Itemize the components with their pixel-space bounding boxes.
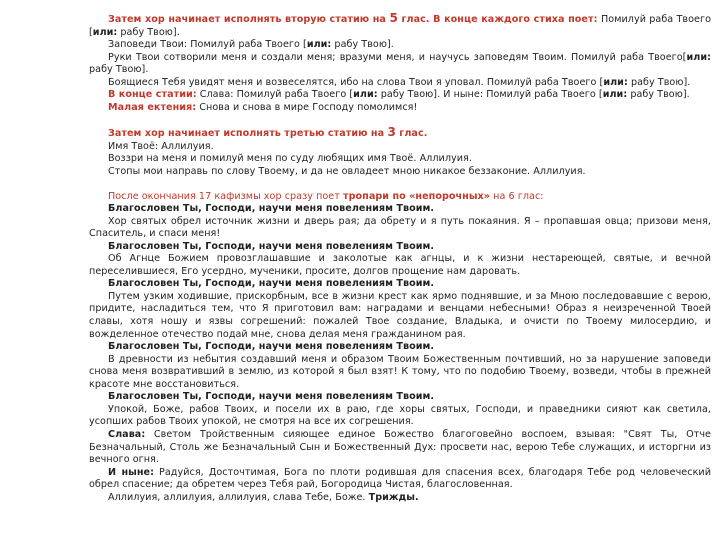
verse-name: Имя Твоё: Аллилуия. xyxy=(108,140,214,152)
refrain: Благословен Ты, Господи, научи меня повелениям Твоим. xyxy=(108,240,435,252)
verse-steps: Стопы мои направь по слову Твоему, и да не овладеет мною никакое беззаконие. Аллилуия. xyxy=(108,166,586,178)
refrain: Благословен Ты, Господи, научи меня повелениям Твоим. xyxy=(108,278,435,290)
rubric-second-stasis: Затем хор начинает исполнять вторую статию на 5 глас. В конце каждого стиха поет: xyxy=(108,11,602,25)
label-now: И ныне: xyxy=(108,466,154,478)
troparion-2: Об Агнце Божием провозглашавшие и заколотые как агнцы, и к жизни нестареющей, святые, и вечной переселившиеся, Его усердно, мученики, просите, долгов прощение нам даровать. xyxy=(89,253,711,277)
small-litany: Малая ектения: Снова и снова в мире Господу помолимся! xyxy=(108,101,418,113)
theotokion: И ныне: Радуйся, Досточтимая, Бога по плоти родившая для спасения всех, благодаря Тебе род человеческий обрел спасение; да обретем через Тебя рай, Богородица Чистая, благословенная. xyxy=(89,466,711,491)
verse-commandments: Заповеди Твои: Помилуй раба Твоего [или: рабу Твою]. xyxy=(108,39,394,51)
troparion-5: Упокой, Боже, рабов Твоих, и посели их в раю, где хоры святых, Господи, и праведники сияют как светила, усопших рабов Твоих упокой, не смотря на все их согрешения. xyxy=(89,403,711,428)
troparion-1: Хор святых обрел источник жизни и дверь рая; да обрету и я путь покаяния. Я – пропавшая овца; призови меня, Спаситель, и спаси меня! xyxy=(89,215,711,240)
refrain: Благословен Ты, Господи, научи меня повелениям Твоим. xyxy=(108,203,435,215)
troparion-3: Путем узким ходившие, прискорбным, все в жизни крест как ярмо поднявшие, и за Мною последовавшие с верою, придите, насладиться тем, что Я приготовил вам: наградами и венцами небесными! Образ я неизреченной Твоей славы, хотя ношу и язвы согрешений: пожалей Твое создание, Владыка, и очисти по Твоему милосердию, и вожделенное отечество подай мне, снова делая меня гражданином рая. xyxy=(89,290,711,340)
end-of-stasis: В конце статии: Слава: Помилуй раба Твоего [или: рабу Твою]. И ныне: Помилуй раба Твоего [или: рабу Твою]. xyxy=(108,89,690,101)
verse-look-upon: Воззри на меня и помилуй меня по суду любящих имя Твоё. Аллилуия. xyxy=(108,153,472,165)
paragraph-troparia-intro xyxy=(89,191,711,204)
troparion-4: В древности из небытия создавший меня и образом Твоим Божественным почтивший, но за нарушение заповеди снова меня возвративший в землю, из которой я был взят! К тому, что по подобию Твоему, возведи, чтобы в прежней красоте мне восстановиться. xyxy=(89,353,711,390)
glory-troparion: Слава: Светом Тройственным сияющее единое Божество благоговейно воспоем, взывая: "Свят Ты, Отче Безначальный, Столь же Безначальный Сын и Божественный Дух: просвети нас, верою Тебе служащих, и исторгни из вечного огня. xyxy=(89,428,711,466)
refrain: Благословен Ты, Господи, научи меня повелениям Твоим. xyxy=(108,391,435,403)
verse-fearing: Боящиеся Тебя увидят меня и возвеселятся, ибо на слова Твои я уповал. Помилуй раба Твоего [или: рабу Твою]. xyxy=(108,76,691,88)
paragraph-third-stasis xyxy=(89,126,711,141)
verse-hands: Руки Твои сотворили меня и создали меня; вразуми меня, и научусь заповедям Твоим. Помилуй раба Твоего[или: рабу Твою]. xyxy=(89,51,711,76)
label-thrice: Трижды. xyxy=(368,491,419,503)
text-column xyxy=(89,12,711,504)
rubric-troparia-intro: После окончания 17 кафизмы хор сразу поет тропари по «непорочных» на 6 глас: xyxy=(108,190,544,202)
label-glory: Слава: xyxy=(108,428,146,440)
final-alleluia: Аллилуия, аллилуия, аллилуия, слава Тебе, Боже. Трижды. xyxy=(108,491,419,503)
rubric-small-litany: Малая ектения: xyxy=(108,101,197,113)
rubric-third-stasis: Затем хор начинает исполнять третью статию на 3 глас. xyxy=(108,125,428,140)
paragraph-second-stasis: Затем хор начинает исполнять вторую статию на 5 глас. В конце каждого стиха поет: Помилуй раба Твоего [или: рабу Твою]. xyxy=(89,11,711,38)
refrain: Благословен Ты, Господи, научи меня повелениям Твоим. xyxy=(108,341,435,353)
rubric-end-of-stasis: В конце статии: xyxy=(108,89,197,101)
